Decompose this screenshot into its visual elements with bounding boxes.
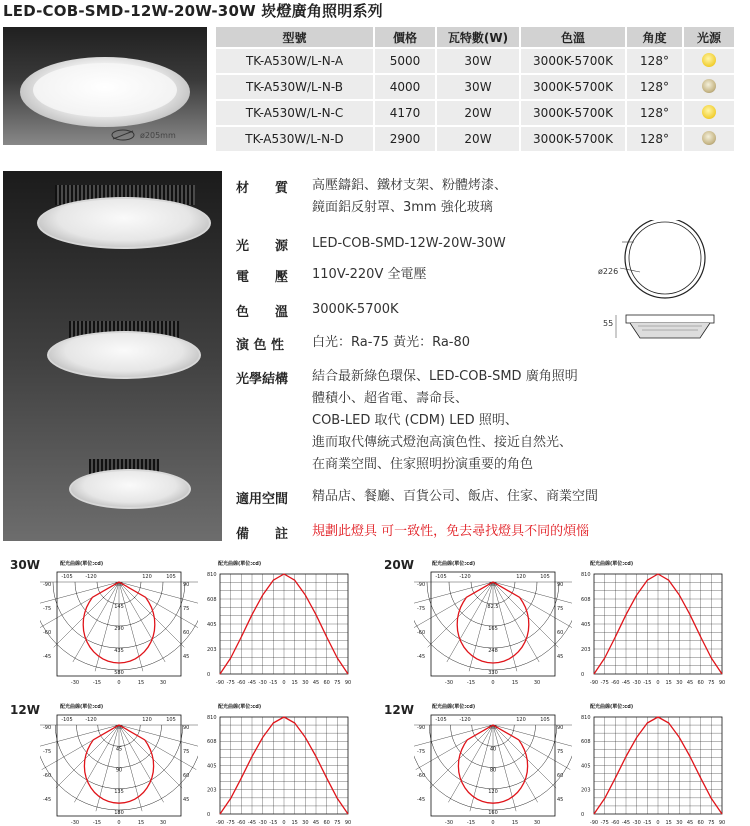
prop-label: 光學結構 xyxy=(236,372,289,387)
prop-value: 體積小、超省電、壽命長、 xyxy=(312,391,469,406)
polar-angle-label: 105 xyxy=(166,574,176,580)
cartesian-x-tick: 0 xyxy=(282,820,286,826)
cartesian-x-tick: -45 xyxy=(247,820,257,826)
cartesian-x-tick: 60 xyxy=(323,820,330,826)
polar-radial-label: 120 xyxy=(488,788,498,795)
cartesian-x-tick: -15 xyxy=(269,680,278,686)
cartesian-y-tick: 608 xyxy=(207,596,217,603)
cartesian-x-tick: -75 xyxy=(226,820,235,826)
polar-angle-label: -30 xyxy=(444,820,454,826)
cartesian-x-tick: -45 xyxy=(621,820,631,826)
prop-label: 光 源 xyxy=(236,239,289,254)
product-hero-image xyxy=(3,27,207,145)
chart-watt-label: 12W xyxy=(10,703,40,717)
prop-value: 精品店、餐廳、百貨公司、飯店、住家、商業空間 xyxy=(312,489,599,504)
cell-model: TK-A530W/L-N-C xyxy=(216,101,373,125)
cartesian-chart-title: 配光曲線(單位:cd) xyxy=(590,561,634,567)
cutout-label: ø205mm xyxy=(140,130,176,140)
chart-watt-label: 20W xyxy=(384,558,414,572)
cartesian-x-tick: 30 xyxy=(676,820,683,826)
cartesian-x-tick: -30 xyxy=(258,680,267,686)
cell-model: TK-A530W/L-N-B xyxy=(216,75,373,99)
cell-price: 2900 xyxy=(375,127,435,151)
polar-angle-label: 60 xyxy=(183,773,190,779)
polar-chart-12w-a xyxy=(40,711,198,826)
cartesian-x-tick: 75 xyxy=(708,680,715,686)
polar-angle-label: 30 xyxy=(533,680,541,686)
polar-angle-label: -60 xyxy=(417,773,426,779)
cartesian-x-tick: -30 xyxy=(632,680,641,686)
prop-label: 材 質 xyxy=(236,181,289,196)
cartesian-x-tick: 15 xyxy=(291,680,298,686)
cartesian-x-tick: -45 xyxy=(621,680,631,686)
cartesian-x-tick: -75 xyxy=(600,820,609,826)
cartesian-chart-title: 配光曲線(單位:cd) xyxy=(590,704,634,710)
cartesian-x-tick: -15 xyxy=(643,680,652,686)
polar-chart-title: 配光曲線(單位:cd) xyxy=(432,561,476,567)
cartesian-y-tick: 810 xyxy=(207,715,217,721)
prop-value: 在商業空間、住家照明扮演重要的角色 xyxy=(312,457,534,472)
cartesian-x-tick: -60 xyxy=(237,820,246,826)
led-warm-icon xyxy=(702,79,716,93)
header-cct: 色溫 xyxy=(521,27,625,47)
cartesian-x-tick: 90 xyxy=(344,680,352,686)
polar-angle-label: 45 xyxy=(183,654,190,660)
cartesian-y-tick: 203 xyxy=(581,646,591,653)
polar-angle-label: 90 xyxy=(183,582,190,588)
polar-angle-label: -60 xyxy=(43,630,52,636)
polar-angle-label: 75 xyxy=(183,749,190,755)
polar-angle-label: -90 xyxy=(43,725,52,731)
dimension-drawing xyxy=(600,220,720,350)
cartesian-y-tick: 405 xyxy=(207,763,217,770)
polar-angle-label: 45 xyxy=(557,797,564,803)
header-source: 光源 xyxy=(684,27,734,47)
cartesian-x-tick: 90 xyxy=(718,820,726,826)
polar-angle-label: -75 xyxy=(417,606,426,612)
cartesian-x-tick: 0 xyxy=(656,820,660,826)
cartesian-x-tick: 15 xyxy=(665,680,672,686)
polar-chart-title: 配光曲線(單位:cd) xyxy=(60,704,104,710)
polar-chart-20w xyxy=(414,568,572,686)
polar-angle-label: 0 xyxy=(117,820,121,826)
cell-cct: 3000K-5700K xyxy=(521,127,625,151)
cartesian-chart-12w-b xyxy=(580,711,728,826)
polar-angle-label: -15 xyxy=(92,680,102,686)
table-row xyxy=(216,49,734,73)
cartesian-y-tick: 608 xyxy=(207,739,217,746)
cartesian-x-tick: 30 xyxy=(676,680,683,686)
polar-angle-label: -75 xyxy=(43,606,52,612)
cartesian-x-tick: -60 xyxy=(611,820,620,826)
cartesian-x-tick: -90 xyxy=(589,680,599,686)
cell-angle: 128° xyxy=(627,101,682,125)
polar-angle-label: -105 xyxy=(61,717,73,723)
cell-source xyxy=(684,49,734,73)
cartesian-x-tick: 15 xyxy=(665,820,672,826)
polar-angle-label: 105 xyxy=(540,717,550,723)
polar-angle-label: 15 xyxy=(511,680,519,686)
cell-source xyxy=(684,127,734,151)
cartesian-y-tick: 203 xyxy=(581,787,591,794)
cartesian-x-tick: 0 xyxy=(656,680,660,686)
cartesian-y-tick: 0 xyxy=(581,812,585,818)
prop-value: 白光：Ra-75 黃光：Ra-80 xyxy=(312,335,471,350)
polar-angle-label: 75 xyxy=(557,749,564,755)
cartesian-x-tick: 45 xyxy=(686,820,694,826)
polar-angle-label: 0 xyxy=(117,680,121,686)
polar-angle-label: 90 xyxy=(183,725,190,731)
polar-angle-label: 75 xyxy=(557,606,564,612)
cartesian-x-tick: 90 xyxy=(344,820,352,826)
polar-angle-label: -60 xyxy=(43,773,52,779)
polar-angle-label: -120 xyxy=(85,574,97,580)
cartesian-x-tick: 45 xyxy=(312,680,320,686)
cartesian-y-tick: 810 xyxy=(581,715,591,721)
cell-cct: 3000K-5700K xyxy=(521,49,625,73)
polar-angle-label: -30 xyxy=(70,820,80,826)
cartesian-y-tick: 203 xyxy=(207,646,217,653)
prop-value: 進而取代傳統式燈泡高演色性、接近自然光、 xyxy=(312,435,573,450)
cartesian-x-tick: -90 xyxy=(215,820,225,826)
polar-angle-label: 120 xyxy=(516,717,526,723)
prop-value: LED-COB-SMD-12W-20W-30W xyxy=(312,236,506,251)
cell-watt: 30W xyxy=(437,75,519,99)
cell-watt: 20W xyxy=(437,101,519,125)
polar-angle-label: -90 xyxy=(417,582,426,588)
cartesian-y-tick: 203 xyxy=(207,787,217,794)
cartesian-x-tick: -30 xyxy=(632,820,641,826)
polar-angle-label: 90 xyxy=(557,725,564,731)
polar-radial-label: 0.0 xyxy=(115,582,123,588)
polar-angle-label: 15 xyxy=(137,820,145,826)
polar-chart-title: 配光曲線(單位:cd) xyxy=(60,561,104,567)
polar-angle-label: -120 xyxy=(459,574,471,580)
table-row xyxy=(216,75,734,99)
chart-watt-label: 30W xyxy=(10,558,40,572)
cartesian-x-tick: -15 xyxy=(269,820,278,826)
product-photo-lineup xyxy=(3,171,222,541)
prop-label: 電 壓 xyxy=(236,270,289,285)
header-watt: 瓦特數(W) xyxy=(437,27,519,47)
polar-angle-label: -90 xyxy=(43,582,52,588)
cartesian-x-tick: -45 xyxy=(247,680,257,686)
cartesian-x-tick: -75 xyxy=(226,680,235,686)
cell-angle: 128° xyxy=(627,49,682,73)
polar-chart-30w xyxy=(40,568,198,686)
polar-angle-label: 0 xyxy=(491,680,495,686)
polar-angle-label: 120 xyxy=(516,574,526,580)
cell-cct: 3000K-5700K xyxy=(521,101,625,125)
cartesian-y-tick: 405 xyxy=(581,763,591,770)
cartesian-x-tick: 45 xyxy=(686,680,694,686)
cell-watt: 20W xyxy=(437,127,519,151)
cartesian-x-tick: -60 xyxy=(611,680,620,686)
prop-label: 適用空間 xyxy=(236,492,289,507)
cell-source xyxy=(684,75,734,99)
prop-value: 110V-220V 全電壓 xyxy=(312,267,427,282)
polar-radial-label: 290 xyxy=(114,626,124,632)
cartesian-x-tick: -15 xyxy=(643,820,652,826)
cartesian-x-tick: 75 xyxy=(708,820,715,826)
polar-angle-label: -105 xyxy=(435,574,447,580)
polar-angle-label: 45 xyxy=(557,654,564,660)
polar-angle-label: -60 xyxy=(417,630,426,636)
polar-angle-label: 0 xyxy=(491,820,495,826)
cell-price: 4000 xyxy=(375,75,435,99)
polar-angle-label: -45 xyxy=(43,654,52,660)
cell-watt: 30W xyxy=(437,49,519,73)
cartesian-y-tick: 0 xyxy=(207,812,211,818)
prop-value: 3000K-5700K xyxy=(312,302,399,317)
header-angle: 角度 xyxy=(627,27,682,47)
polar-radial-label: 165 xyxy=(488,626,498,632)
header-model: 型號 xyxy=(216,27,373,47)
cartesian-x-tick: -75 xyxy=(600,680,609,686)
polar-radial-label: 40 xyxy=(489,746,497,753)
page-title: LED-COB-SMD-12W-20W-30W 崁燈廣角照明系列 xyxy=(3,2,383,20)
polar-radial-label: 180 xyxy=(114,810,124,816)
cartesian-chart-12w-a xyxy=(206,711,354,826)
led-white-icon xyxy=(702,105,716,119)
polar-radial-label: 145 xyxy=(114,604,124,610)
cartesian-x-tick: -60 xyxy=(237,680,246,686)
cartesian-x-tick: -30 xyxy=(258,820,267,826)
polar-angle-label: -75 xyxy=(43,749,52,755)
cartesian-x-tick: 90 xyxy=(718,680,726,686)
polar-angle-label: 120 xyxy=(142,717,152,723)
polar-radial-label: 580 xyxy=(114,670,124,676)
polar-angle-label: -15 xyxy=(466,820,476,826)
polar-angle-label: -105 xyxy=(435,717,447,723)
polar-radial-label: 248 xyxy=(488,648,498,654)
polar-radial-label: 135 xyxy=(114,788,124,795)
cartesian-y-tick: 0 xyxy=(581,672,585,678)
cartesian-chart-title: 配光曲線(單位:cd) xyxy=(218,561,262,567)
cartesian-x-tick: 0 xyxy=(282,680,286,686)
prop-label: 色 溫 xyxy=(236,305,289,320)
cell-price: 5000 xyxy=(375,49,435,73)
polar-angle-label: -45 xyxy=(417,654,426,660)
prop-value: 高壓鑄鋁、鐵材支架、粉體烤漆、 xyxy=(312,178,508,193)
cartesian-y-tick: 810 xyxy=(581,572,591,578)
polar-angle-label: 75 xyxy=(183,606,190,612)
cartesian-x-tick: -90 xyxy=(589,820,599,826)
polar-angle-label: 60 xyxy=(557,773,564,779)
prop-value: 結合最新綠色環保、LED-COB-SMD 廣角照明 xyxy=(312,369,578,384)
polar-angle-label: 105 xyxy=(166,717,176,723)
cell-cct: 3000K-5700K xyxy=(521,75,625,99)
polar-angle-label: 15 xyxy=(137,680,145,686)
chart-watt-label: 12W xyxy=(384,703,414,717)
cartesian-y-tick: 405 xyxy=(207,622,217,628)
cartesian-x-tick: 75 xyxy=(334,680,341,686)
polar-angle-label: -45 xyxy=(417,797,426,803)
cartesian-x-tick: 60 xyxy=(697,680,704,686)
polar-angle-label: 30 xyxy=(159,820,167,826)
cartesian-x-tick: 60 xyxy=(697,820,704,826)
cartesian-chart-20w xyxy=(580,568,728,686)
polar-chart-12w-b xyxy=(414,711,572,826)
cell-price: 4170 xyxy=(375,101,435,125)
cartesian-chart-title: 配光曲線(單位:cd) xyxy=(218,704,262,710)
cartesian-y-tick: 608 xyxy=(581,739,591,746)
polar-angle-label: -120 xyxy=(459,717,471,723)
cartesian-y-tick: 608 xyxy=(581,596,591,603)
cartesian-x-tick: 30 xyxy=(302,680,309,686)
polar-angle-label: 60 xyxy=(557,630,564,636)
polar-angle-label: 30 xyxy=(159,680,167,686)
polar-chart-title: 配光曲線(單位:cd) xyxy=(432,704,476,710)
polar-angle-label: -105 xyxy=(61,574,73,580)
cartesian-x-tick: 60 xyxy=(323,680,330,686)
polar-radial-label: 90 xyxy=(115,767,123,774)
table-row xyxy=(216,101,734,125)
spec-table xyxy=(214,25,736,153)
cell-model: TK-A530W/L-N-D xyxy=(216,127,373,151)
polar-radial-label: 435 xyxy=(114,648,124,654)
polar-angle-label: -15 xyxy=(92,820,102,826)
polar-angle-label: 30 xyxy=(533,820,541,826)
cell-angle: 128° xyxy=(627,75,682,99)
polar-angle-label: 105 xyxy=(540,574,550,580)
cell-model: TK-A530W/L-N-A xyxy=(216,49,373,73)
prop-label: 備 註 xyxy=(236,527,289,542)
cartesian-y-tick: 0 xyxy=(207,672,211,678)
polar-angle-label: 15 xyxy=(511,820,519,826)
polar-radial-label: 45 xyxy=(115,746,123,753)
polar-radial-label: 330 xyxy=(488,670,498,676)
header-price: 價格 xyxy=(375,27,435,47)
cartesian-x-tick: 75 xyxy=(334,820,341,826)
polar-angle-label: -30 xyxy=(444,680,454,686)
prop-value: 規劃此燈具 可一致性，免去尋找燈具不同的煩惱 xyxy=(312,524,590,539)
diameter-label: ø226 xyxy=(598,267,619,276)
polar-angle-label: -90 xyxy=(417,725,426,731)
cutout-dimension xyxy=(110,128,176,142)
polar-angle-label: 45 xyxy=(183,797,190,803)
cartesian-x-tick: 45 xyxy=(312,820,320,826)
polar-radial-label: 0.0 xyxy=(489,582,497,588)
polar-radial-label: 160 xyxy=(488,810,498,816)
cell-angle: 128° xyxy=(627,127,682,151)
led-white-icon xyxy=(702,53,716,67)
cell-source xyxy=(684,101,734,125)
polar-angle-label: -30 xyxy=(70,680,80,686)
cartesian-x-tick: -90 xyxy=(215,680,225,686)
polar-radial-label: 80 xyxy=(489,767,497,774)
table-header-row xyxy=(216,27,734,47)
polar-angle-label: 90 xyxy=(557,582,564,588)
prop-value: COB-LED 取代 (CDM) LED 照明、 xyxy=(312,413,518,428)
polar-angle-label: -75 xyxy=(417,749,426,755)
prop-label: 演 色 性 xyxy=(236,338,285,353)
polar-angle-label: -45 xyxy=(43,797,52,803)
polar-angle-label: -120 xyxy=(85,717,97,723)
polar-radial-label: 82.5 xyxy=(487,604,499,610)
polar-radial-label: 0.0 xyxy=(115,725,123,731)
polar-angle-label: -15 xyxy=(466,680,476,686)
height-label: 55 xyxy=(603,319,614,328)
cartesian-y-tick: 810 xyxy=(207,572,217,578)
polar-angle-label: 120 xyxy=(142,574,152,580)
polar-angle-label: 60 xyxy=(183,630,190,636)
cartesian-chart-30w xyxy=(206,568,354,686)
led-warm-icon xyxy=(702,131,716,145)
polar-radial-label: 0.0 xyxy=(489,725,497,731)
table-row xyxy=(216,127,734,151)
cutout-icon xyxy=(110,128,136,142)
cartesian-x-tick: 15 xyxy=(291,820,298,826)
prop-value: 鏡面鋁反射罩、3mm 強化玻璃 xyxy=(312,200,493,215)
cartesian-x-tick: 30 xyxy=(302,820,309,826)
cartesian-y-tick: 405 xyxy=(581,622,591,628)
